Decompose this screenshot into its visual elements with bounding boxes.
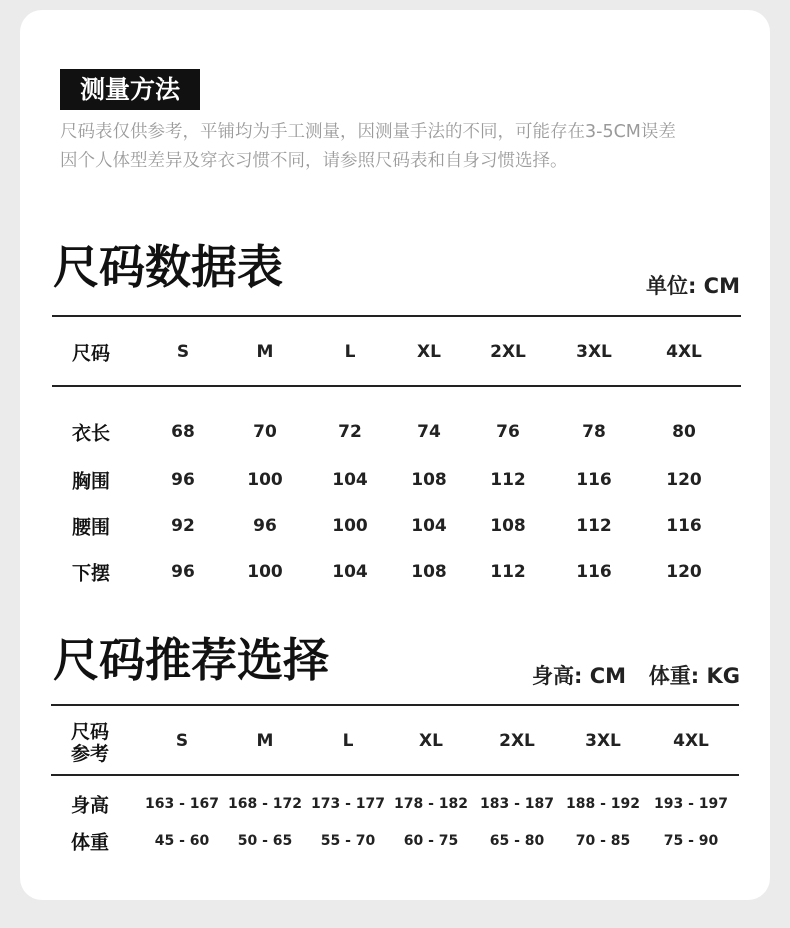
recommend-header-xl: XL: [419, 731, 443, 751]
method-note-line-1: 尺码表仅供参考，平铺均为手工测量，因测量手法的不同，可能存在3-5CM误差: [60, 122, 676, 142]
recommend-cell: 163 - 167: [144, 796, 220, 812]
recommend-header-rule: [51, 774, 739, 776]
size-cell: 112: [490, 470, 526, 490]
size-cell: 112: [576, 516, 612, 536]
size-cell: 100: [247, 562, 283, 582]
size-cell: 68: [171, 422, 195, 442]
size-cell: 80: [672, 422, 696, 442]
recommend-cell: 65 - 80: [489, 833, 545, 849]
recommend-header-m: M: [256, 731, 274, 751]
size-cell: 116: [666, 516, 702, 536]
size-cell: 96: [253, 516, 277, 536]
size-header-xl: XL: [417, 342, 441, 362]
size-cell: 100: [247, 470, 283, 490]
size-cell: 108: [411, 562, 447, 582]
recommend-cell: 178 - 182: [393, 796, 469, 812]
recommend-header-4xl: 4XL: [673, 731, 709, 751]
recommend-cell: 173 - 177: [310, 796, 386, 812]
recommend-cell: 193 - 197: [653, 796, 729, 812]
recommend-cell: 50 - 65: [237, 833, 293, 849]
size-chart-unit: 单位: CM: [645, 274, 740, 298]
size-cell: 104: [411, 516, 447, 536]
recommend-cell: 45 - 60: [154, 833, 210, 849]
size-chart-title: 尺码数据表: [53, 240, 283, 294]
recommend-cell: 60 - 75: [403, 833, 459, 849]
size-header-3xl: 3XL: [576, 342, 612, 362]
size-header-4xl: 4XL: [666, 342, 702, 362]
size-cell: 116: [576, 470, 612, 490]
method-note-line-2: 因个人体型差异及穿衣习惯不同，请参照尺码表和自身习惯选择。: [60, 151, 568, 171]
size-row-label: 衣长: [71, 422, 111, 445]
size-cell: 92: [171, 516, 195, 536]
method-notes: [60, 118, 760, 176]
size-cell: 120: [666, 470, 702, 490]
size-cell: 72: [338, 422, 362, 442]
size-chart-top-rule: [52, 315, 741, 317]
recommend-cell: 168 - 172: [227, 796, 303, 812]
size-cell: 74: [417, 422, 441, 442]
size-header-l: L: [344, 342, 356, 362]
recommend-weight-unit: 体重: KG: [648, 664, 740, 688]
size-row-label: 下摆: [71, 562, 111, 585]
size-cell: 104: [332, 470, 368, 490]
recommend-header-label-line-2: 参考: [70, 743, 110, 765]
size-cell: 116: [576, 562, 612, 582]
size-cell: 104: [332, 562, 368, 582]
size-chart-header-label: 尺码: [71, 342, 111, 365]
size-cell: 70: [253, 422, 277, 442]
recommend-cell: 70 - 85: [575, 833, 631, 849]
size-header-2xl: 2XL: [490, 342, 526, 362]
recommend-header-label-line-1: 尺码: [70, 721, 110, 743]
recommend-title: 尺码推荐选择: [53, 633, 329, 687]
size-cell: 78: [582, 422, 606, 442]
size-cell: 96: [171, 470, 195, 490]
recommend-cell: 55 - 70: [320, 833, 376, 849]
size-cell: 100: [332, 516, 368, 536]
size-cell: 120: [666, 562, 702, 582]
recommend-header-label: [71, 721, 109, 765]
size-row-label: 胸围: [71, 470, 111, 493]
recommend-header-s: S: [175, 731, 189, 751]
size-header-m: M: [256, 342, 274, 362]
size-chart-header-rule: [52, 385, 741, 387]
size-cell: 108: [490, 516, 526, 536]
recommend-top-rule: [51, 704, 739, 706]
recommend-cell: 188 - 192: [565, 796, 641, 812]
method-title-badge: 测量方法: [60, 69, 200, 110]
size-cell: 112: [490, 562, 526, 582]
recommend-cell: 183 - 187: [479, 796, 555, 812]
recommend-header-2xl: 2XL: [499, 731, 535, 751]
size-cell: 76: [496, 422, 520, 442]
recommend-height-unit: 身高: CM: [532, 664, 627, 688]
recommend-row-label: 体重: [70, 831, 110, 854]
size-header-s: S: [176, 342, 190, 362]
recommend-header-l: L: [342, 731, 354, 751]
size-cell: 108: [411, 470, 447, 490]
recommend-cell: 75 - 90: [663, 833, 719, 849]
recommend-header-3xl: 3XL: [585, 731, 621, 751]
size-cell: 96: [171, 562, 195, 582]
size-row-label: 腰围: [71, 516, 111, 539]
recommend-row-label: 身高: [70, 794, 110, 817]
